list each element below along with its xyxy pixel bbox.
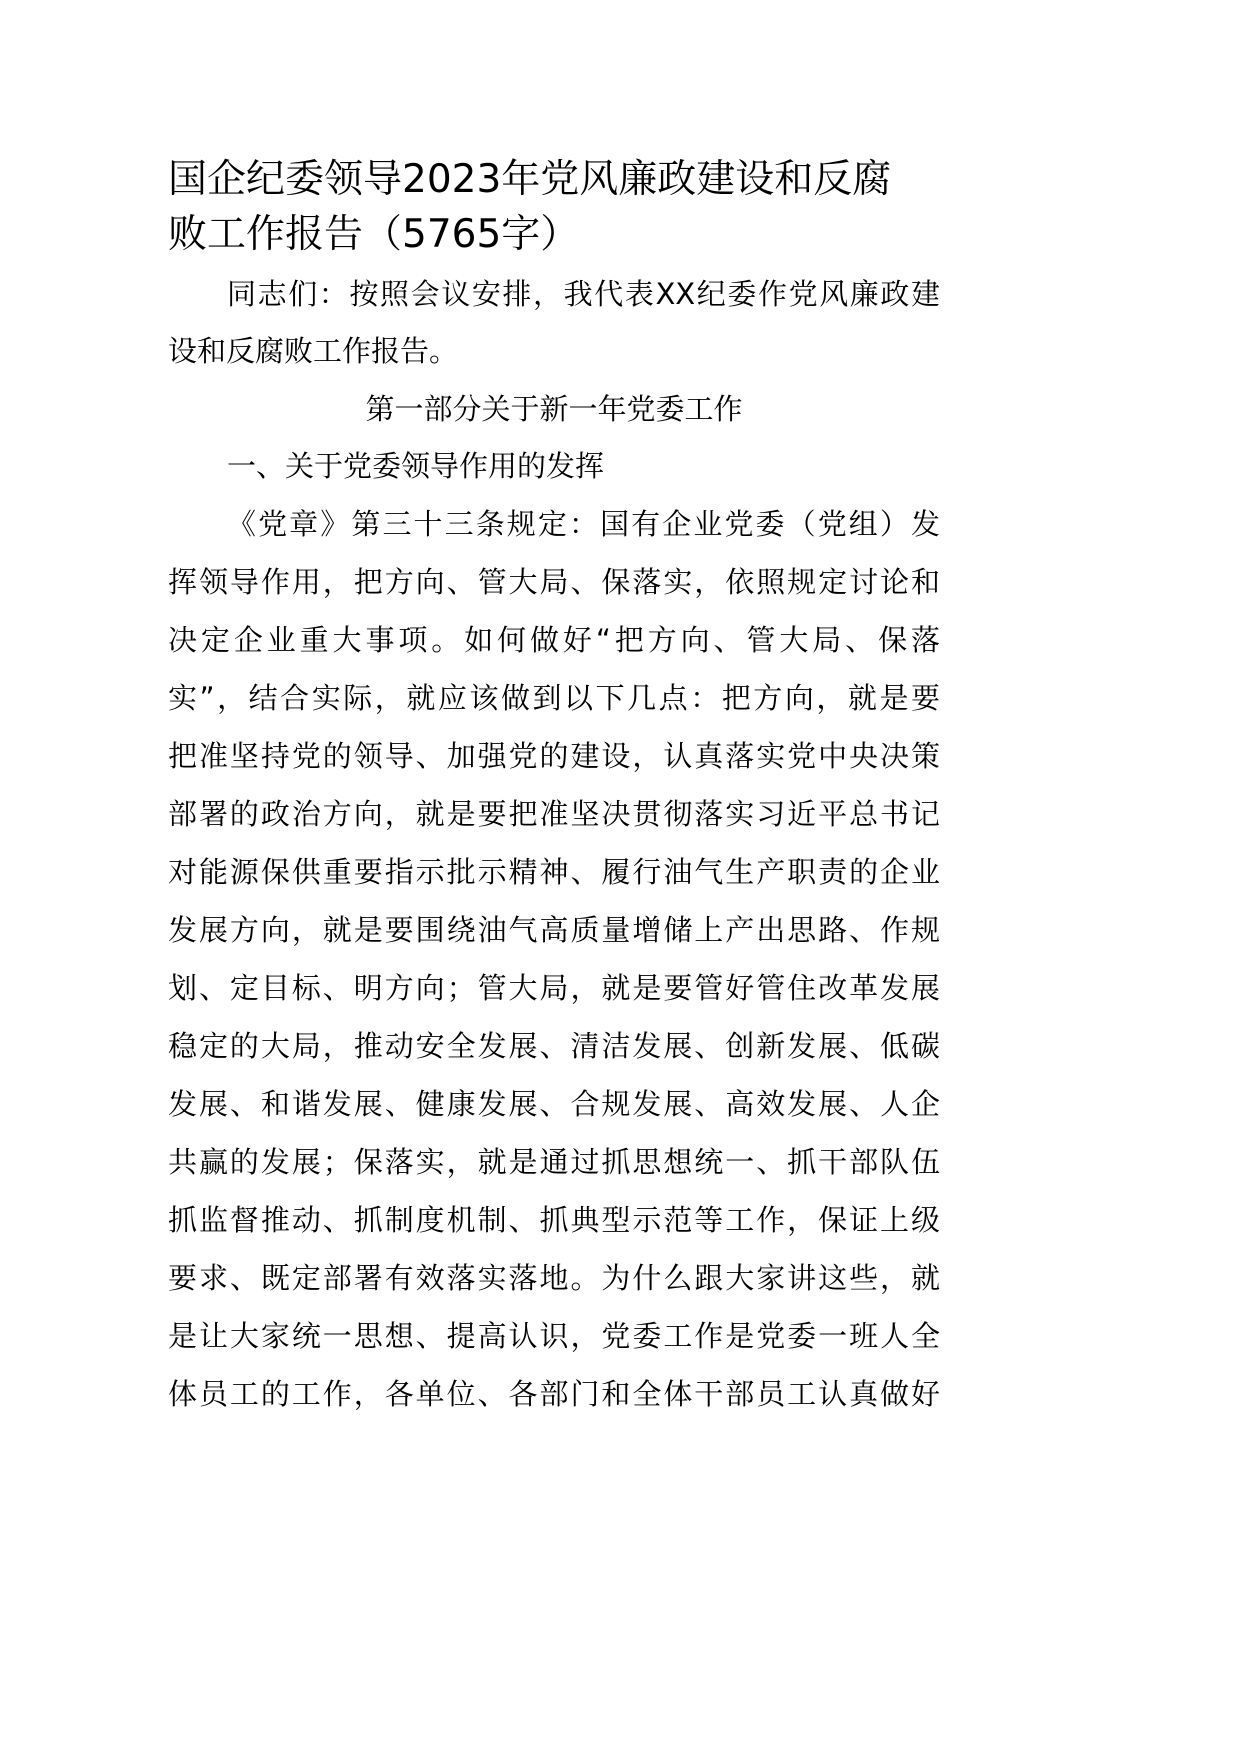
paragraph-line: 部署的政治方向，就是要把准坚决贯彻落实习近平总书记	[168, 797, 940, 831]
paragraph-line: 体员工的工作，各单位、各部门和全体干部员工认真做好	[168, 1377, 940, 1411]
paragraph-line: 把准坚持党的领导、加强党的建设，认真落实党中央决策	[168, 739, 940, 773]
paragraph-line: 对能源保供重要指示批示精神、履行油气生产职责的企业	[168, 855, 940, 889]
paragraph-line: 稳定的大局，推动安全发展、清洁发展、创新发展、低碳	[168, 1029, 940, 1063]
document-title-line-1: 国企纪委领导2023年党风廉政建设和反腐	[168, 157, 892, 202]
intro-line-1: 同志们：按照会议安排，我代表XX纪委作党风廉政建	[227, 277, 940, 311]
paragraph-line: 发展、和谐发展、健康发展、合规发展、高效发展、人企	[168, 1087, 940, 1121]
paragraph-line: 是让大家统一思想、提高认识，党委工作是党委一班人全	[168, 1319, 940, 1353]
paragraph-line: 划、定目标、明方向；管大局，就是要管好管住改革发展	[168, 971, 940, 1005]
paragraph-line: 要求、既定部署有效落实落地。为什么跟大家讲这些，就	[168, 1261, 940, 1295]
subheading: 一、关于党委领导作用的发挥	[227, 449, 605, 483]
paragraph-line: 发展方向，就是要围绕油气高质量增储上产出思路、作规	[168, 913, 940, 947]
paragraph-line: 决定企业重大事项。如何做好“把方向、管大局、保落	[168, 623, 940, 657]
section-heading: 第一部分关于新一年党委工作	[365, 392, 743, 426]
paragraph-line: 《党章》第三十三条规定：国有企业党委（党组）发	[227, 507, 940, 541]
intro-line-2: 设和反腐败工作报告。	[168, 334, 459, 368]
paragraph-line: 共赢的发展；保落实，就是通过抓思想统一、抓干部队伍	[168, 1145, 940, 1179]
paragraph-line: 实”，结合实际，就应该做到以下几点：把方向，就是要	[168, 681, 940, 715]
document-title-line-2: 败工作报告（5765字）	[168, 212, 580, 257]
paragraph-line: 抓监督推动、抓制度机制、抓典型示范等工作，保证上级	[168, 1203, 940, 1237]
paragraph-line: 挥领导作用，把方向、管大局、保落实，依照规定讨论和	[168, 565, 940, 599]
